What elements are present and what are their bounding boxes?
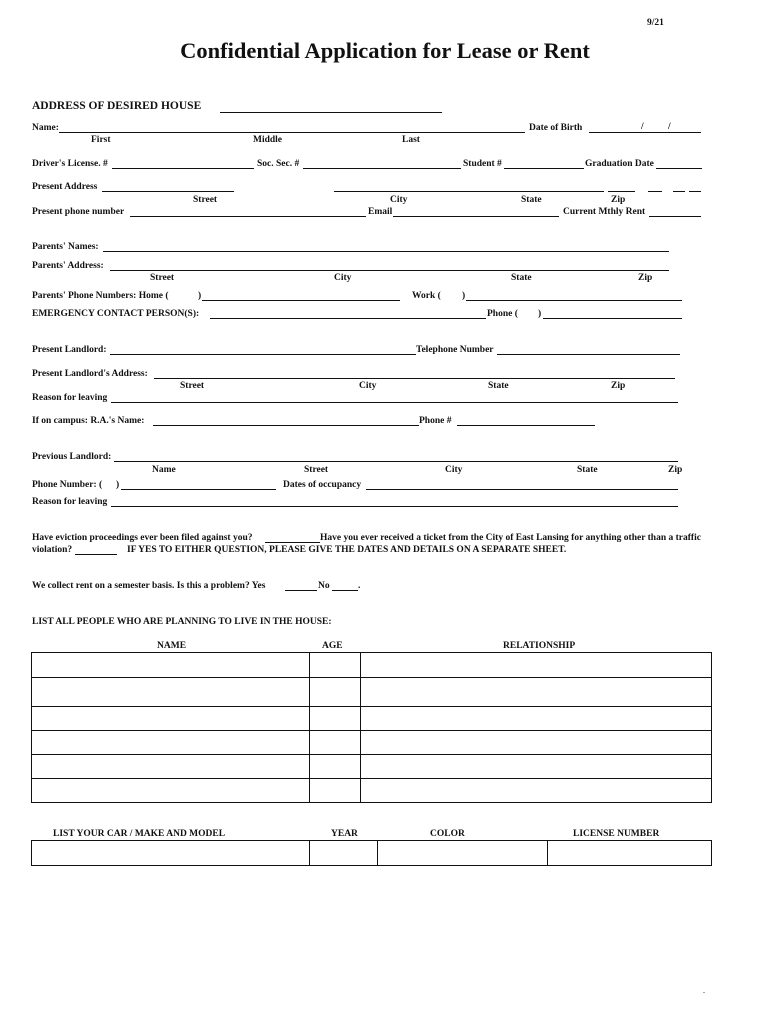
present-landlord-field[interactable]	[110, 354, 416, 355]
occupants-col-age: AGE	[322, 641, 343, 651]
street-sublabel: Street	[193, 195, 218, 205]
prev-state-sublabel: State	[577, 465, 598, 475]
table-row	[32, 653, 712, 678]
dates-occupancy-label: Dates of occupancy	[283, 480, 362, 490]
parents-home-phone-field[interactable]	[202, 300, 400, 301]
occupant-relationship-cell[interactable]	[361, 678, 712, 707]
car-table	[31, 840, 712, 866]
previous-landlord-label: Previous Landlord:	[32, 452, 112, 462]
reason-leaving-label: Reason for leaving	[32, 393, 108, 403]
address-desired-label: ADDRESS OF DESIRED HOUSE	[32, 100, 202, 112]
occupants-heading: LIST ALL PEOPLE WHO ARE PLANNING TO LIVE IN THE HOUSE:	[32, 617, 332, 627]
parents-address-label: Parents' Address:	[32, 261, 104, 271]
present-landlord-label: Present Landlord:	[32, 345, 107, 355]
table-row	[32, 678, 712, 707]
table-row	[32, 779, 712, 803]
prev-phone-label: Phone Number: (	[32, 480, 103, 490]
occupant-relationship-cell[interactable]	[361, 779, 712, 803]
soc-sec-field[interactable]	[303, 168, 461, 169]
occupant-name-cell[interactable]	[32, 731, 310, 755]
name-label: Name:	[32, 123, 59, 133]
emergency-paren-close: )	[538, 309, 542, 319]
student-field[interactable]	[504, 168, 584, 169]
occupant-name-cell[interactable]	[32, 755, 310, 779]
email-label: Email	[368, 207, 393, 217]
parents-zip-sublabel: Zip	[638, 273, 653, 283]
occupant-age-cell[interactable]	[310, 779, 361, 803]
prev-reason-leaving-label: Reason for leaving	[32, 497, 108, 507]
table-row	[32, 731, 712, 755]
emergency-phone-field[interactable]	[543, 318, 682, 319]
car-col-make-model: LIST YOUR CAR / MAKE AND MODEL	[53, 829, 226, 839]
dob-sep-1: /	[641, 122, 644, 132]
semester-yes-field[interactable]	[285, 590, 317, 591]
current-rent-label: Current Mthly Rent	[563, 207, 646, 217]
prev-reason-leaving-field[interactable]	[111, 506, 678, 507]
eviction-question: Have eviction proceedings ever been filed against you?	[32, 533, 253, 543]
ticket-question: Have you ever received a ticket from the City of East Lansing for anything other than a traffic	[320, 533, 701, 543]
occupants-col-name: NAME	[157, 641, 187, 651]
drivers-license-field[interactable]	[112, 168, 254, 169]
present-address-zip-field-2[interactable]	[673, 191, 685, 192]
parents-home-paren-close: )	[198, 291, 202, 301]
occupant-age-cell[interactable]	[310, 755, 361, 779]
semester-no-field[interactable]	[332, 590, 358, 591]
last-sublabel: Last	[402, 135, 420, 145]
car-col-color: COLOR	[430, 829, 465, 839]
landlord-telephone-field[interactable]	[497, 354, 680, 355]
prev-phone-paren-close: )	[116, 480, 120, 490]
first-sublabel: First	[91, 135, 111, 145]
car-make-model-cell[interactable]	[32, 841, 310, 866]
dob-field[interactable]	[589, 132, 701, 133]
parents-address-field[interactable]	[110, 270, 669, 271]
occupant-name-cell[interactable]	[32, 678, 310, 707]
prev-city-sublabel: City	[445, 465, 463, 475]
previous-landlord-field[interactable]	[114, 461, 678, 462]
current-rent-field[interactable]	[649, 216, 701, 217]
parents-phone-label: Parents' Phone Numbers: Home (	[32, 291, 169, 301]
occupant-name-cell[interactable]	[32, 653, 310, 678]
occupant-relationship-cell[interactable]	[361, 755, 712, 779]
landlord-city-sublabel: City	[359, 381, 377, 391]
car-col-license: LICENSE NUMBER	[573, 829, 660, 839]
landlord-street-sublabel: Street	[180, 381, 205, 391]
table-row	[32, 707, 712, 731]
present-landlord-address-field[interactable]	[154, 378, 675, 379]
prev-zip-sublabel: Zip	[668, 465, 683, 475]
present-address-city-state-field[interactable]	[334, 191, 604, 192]
email-field[interactable]	[393, 216, 559, 217]
ra-phone-label: Phone #	[419, 416, 452, 426]
occupant-name-cell[interactable]	[32, 779, 310, 803]
semester-no-label: No	[318, 581, 330, 591]
ra-name-field[interactable]	[153, 425, 419, 426]
middle-sublabel: Middle	[253, 135, 283, 145]
occupants-col-relationship: RELATIONSHIP	[503, 641, 576, 651]
if-yes-instruction: IF YES TO EITHER QUESTION, PLEASE GIVE THE DATES AND DETAILS ON A SEPARATE SHEET.	[127, 545, 567, 555]
landlord-state-sublabel: State	[488, 381, 509, 391]
landlord-telephone-label: Telephone Number	[416, 345, 494, 355]
emergency-contact-field[interactable]	[210, 318, 486, 319]
occupant-age-cell[interactable]	[310, 707, 361, 731]
name-field[interactable]	[59, 132, 525, 133]
parents-street-sublabel: Street	[150, 273, 175, 283]
car-year-cell[interactable]	[310, 841, 378, 866]
table-row	[32, 841, 712, 866]
present-address-label: Present Address	[32, 182, 98, 192]
parents-work-label: Work (	[412, 291, 441, 301]
footer-mark: .	[703, 986, 705, 995]
emergency-label: EMERGENCY CONTACT PERSON(S):	[32, 309, 200, 319]
present-phone-field[interactable]	[130, 216, 366, 217]
present-address-zip-field-3[interactable]	[689, 191, 701, 192]
student-label: Student #	[463, 159, 502, 169]
occupant-relationship-cell[interactable]	[361, 731, 712, 755]
present-address-zip-field-1[interactable]	[648, 191, 662, 192]
ticket-answer-field[interactable]	[75, 554, 117, 555]
violation-question: violation?	[32, 545, 73, 555]
parents-state-sublabel: State	[511, 273, 532, 283]
dob-label: Date of Birth	[529, 123, 583, 133]
car-color-cell[interactable]	[378, 841, 548, 866]
ra-name-label: If on campus: R.A.'s Name:	[32, 416, 145, 426]
city-sublabel: City	[390, 195, 408, 205]
landlord-zip-sublabel: Zip	[611, 381, 626, 391]
car-license-cell[interactable]	[548, 841, 712, 866]
occupant-age-cell[interactable]	[310, 731, 361, 755]
soc-sec-label: Soc. Sec. #	[257, 159, 300, 169]
dob-sep-2: /	[668, 122, 671, 132]
occupant-name-cell[interactable]	[32, 707, 310, 731]
present-phone-label: Present phone number	[32, 207, 125, 217]
grad-date-field[interactable]	[656, 168, 702, 169]
prev-street-sublabel: Street	[304, 465, 329, 475]
parents-work-paren-close: )	[462, 291, 466, 301]
parents-work-phone-field[interactable]	[466, 300, 682, 301]
form-title: Confidential Application for Lease or Rent	[180, 38, 590, 63]
prev-phone-field[interactable]	[121, 489, 276, 490]
semester-period: .	[358, 581, 361, 591]
emergency-phone-label: Phone (	[487, 309, 518, 319]
eviction-answer-field[interactable]	[265, 542, 320, 543]
dates-occupancy-field[interactable]	[366, 489, 678, 490]
state-sublabel: State	[521, 195, 542, 205]
present-address-state-field[interactable]	[608, 191, 635, 192]
grad-date-label: Graduation Date	[585, 159, 654, 169]
drivers-license-label: Driver's License. #	[32, 159, 108, 169]
occupant-relationship-cell[interactable]	[361, 653, 712, 678]
car-col-year: YEAR	[331, 829, 358, 839]
zip-sublabel: Zip	[611, 195, 626, 205]
table-row	[32, 755, 712, 779]
form-version: 9/21	[647, 18, 664, 28]
address-desired-field[interactable]	[220, 112, 442, 113]
parents-names-label: Parents' Names:	[32, 242, 99, 252]
semester-question: We collect rent on a semester basis. Is this a problem? Yes	[32, 581, 266, 591]
parents-city-sublabel: City	[334, 273, 352, 283]
ra-phone-field[interactable]	[457, 425, 595, 426]
parents-names-field[interactable]	[103, 251, 669, 252]
reason-leaving-field[interactable]	[111, 402, 678, 403]
prev-name-sublabel: Name	[152, 465, 176, 475]
occupant-age-cell[interactable]	[310, 653, 361, 678]
present-landlord-address-label: Present Landlord's Address:	[32, 369, 148, 379]
occupant-relationship-cell[interactable]	[361, 707, 712, 731]
occupant-age-cell[interactable]	[310, 678, 361, 707]
present-address-street-field[interactable]	[102, 191, 234, 192]
occupants-table	[31, 652, 712, 803]
